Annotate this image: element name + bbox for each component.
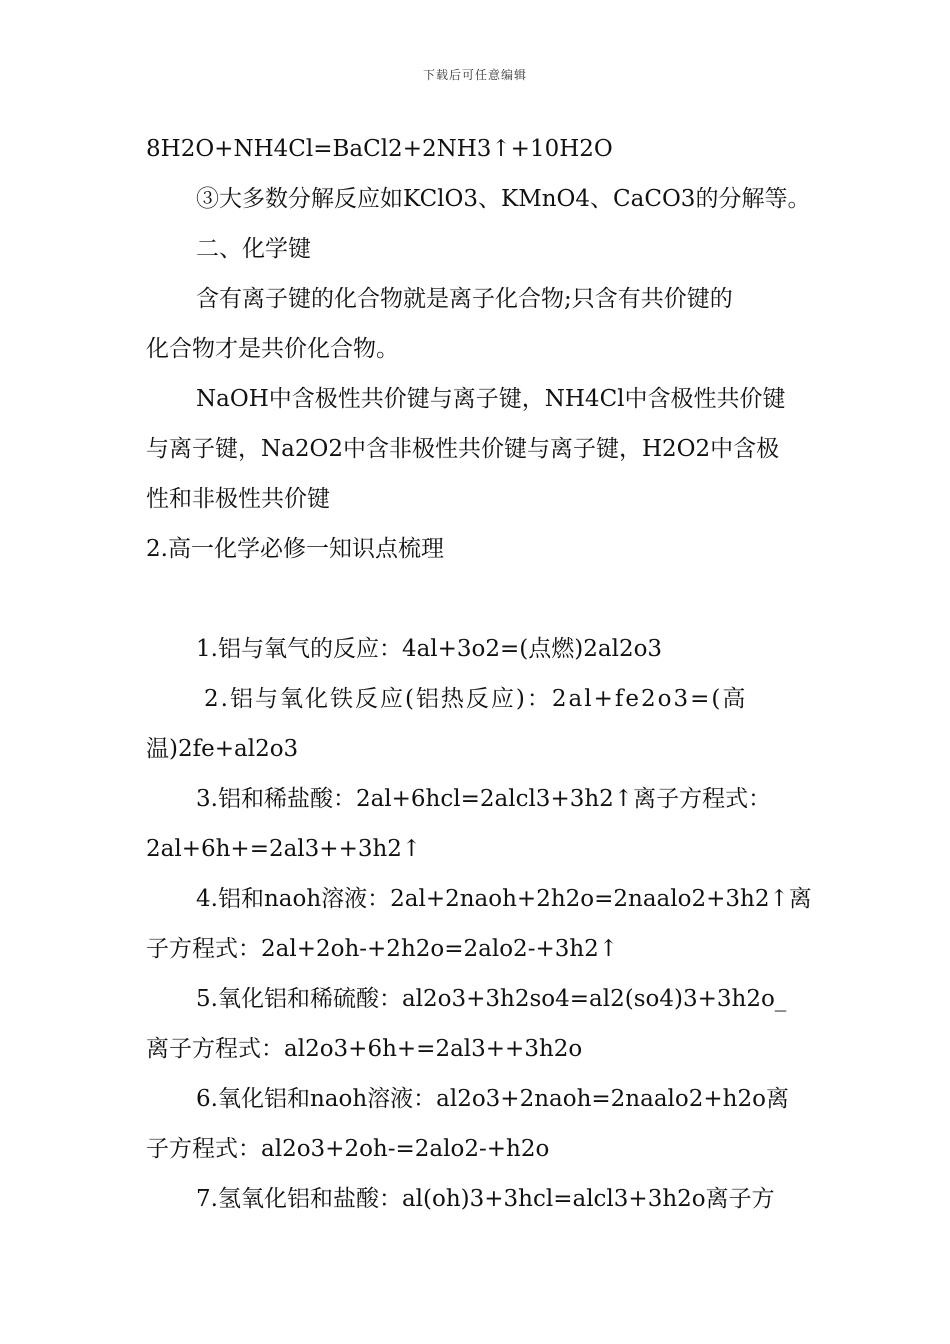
text-line: 离子方程式：al2o3+6h+=2al3++3h2o	[146, 1036, 583, 1062]
text-line: 2.铝与氧化铁反应(铝热反应)：2al+fe2o3=(高	[204, 686, 748, 712]
text-line: ③大多数分解反应如KClO3、KMnO4、CaCO3的分解等。	[196, 186, 811, 212]
text-line: 3.铝和稀盐酸：2al+6hcl=2alcl3+3h2↑离子方程式：	[196, 786, 772, 812]
text-line: 温)2fe+al2o3	[146, 736, 299, 762]
section-heading: 二、化学键	[196, 236, 311, 262]
text-line: 子方程式：al2o3+2oh-=2alo2-+h2o	[146, 1136, 550, 1162]
text-line: 含有离子键的化合物就是离子化合物;只含有共价键的	[196, 286, 733, 312]
text-line: 化合物才是共价化合物。	[146, 336, 399, 362]
page-header: 下载后可任意编辑	[422, 68, 527, 82]
section-heading: 2.高一化学必修一知识点梳理	[146, 536, 444, 562]
text-line: 2al+6h+=2al3++3h2↑	[146, 836, 422, 862]
text-line: 1.铝与氧气的反应：4al+3o2=(点燃)2al2o3	[196, 636, 663, 662]
text-line: 4.铝和naoh溶液：2al+2naoh+2h2o=2naalo2+3h2↑离	[196, 886, 812, 912]
text-line: 6.氧化铝和naoh溶液：al2o3+2naoh=2naalo2+h2o离	[196, 1086, 789, 1112]
text-line: NaOH中含极性共价键与离子键，NH4Cl中含极性共价键	[196, 386, 786, 412]
text-line: 8H2O+NH4Cl=BaCl2+2NH3↑+10H2O	[146, 136, 613, 162]
text-line: 7.氢氧化铝和盐酸：al(oh)3+3hcl=alcl3+3h2o离子方	[196, 1186, 775, 1212]
text-line: 与离子键，Na2O2中含非极性共价键与离子键，H2O2中含极	[146, 436, 780, 462]
text-line: 子方程式：2al+2oh-+2h2o=2alo2-+3h2↑	[146, 936, 619, 962]
text-line: 5.氧化铝和稀硫酸：al2o3+3h2so4=al2(so4)3+3h2o_	[196, 986, 787, 1012]
text-line: 性和非极性共价键	[146, 486, 330, 512]
